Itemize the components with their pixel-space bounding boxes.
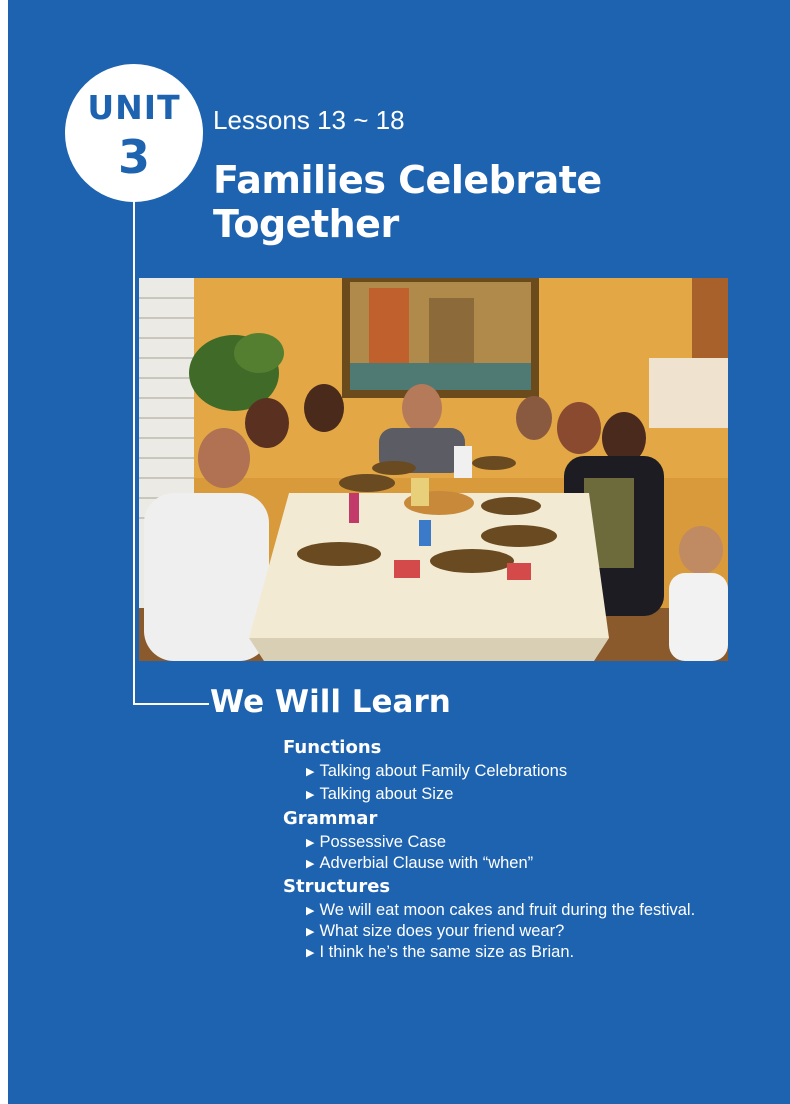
list-item: ▶ Talking about Size	[306, 785, 454, 803]
family-dinner-photo	[139, 278, 728, 661]
triangle-right-icon: ▶	[306, 766, 315, 778]
list-item: ▶ Possessive Case	[306, 833, 447, 851]
triangle-right-icon: ▶	[306, 837, 315, 849]
unit-number: 3	[117, 130, 150, 184]
functions-heading: Functions	[283, 737, 382, 758]
triangle-right-icon: ▶	[306, 926, 315, 938]
structures-heading: Structures	[283, 876, 391, 897]
connector-line-horizontal	[133, 703, 209, 705]
list-item: ▶ We will eat moon cakes and fruit during the festival.	[306, 901, 696, 919]
page-title: Families Celebrate Together	[213, 158, 602, 246]
list-item: ▶ I think he’s the same size as Brian.	[306, 943, 575, 961]
we-will-learn-heading: We Will Learn	[210, 684, 451, 720]
unit-cover-page	[8, 0, 790, 1104]
triangle-right-icon: ▶	[306, 789, 315, 801]
unit-label: UNIT	[87, 88, 181, 127]
grammar-heading: Grammar	[283, 808, 378, 829]
list-item: ▶ What size does your friend wear?	[306, 922, 565, 940]
list-item: ▶ Adverbial Clause with “when”	[306, 854, 534, 872]
triangle-right-icon: ▶	[306, 947, 315, 959]
connector-line-vertical	[133, 200, 135, 705]
triangle-right-icon: ▶	[306, 905, 315, 917]
unit-badge	[65, 64, 203, 202]
list-item: ▶ Talking about Family Celebrations	[306, 762, 568, 780]
triangle-right-icon: ▶	[306, 858, 315, 870]
lessons-range: Lessons 13 ~ 18	[213, 105, 405, 135]
